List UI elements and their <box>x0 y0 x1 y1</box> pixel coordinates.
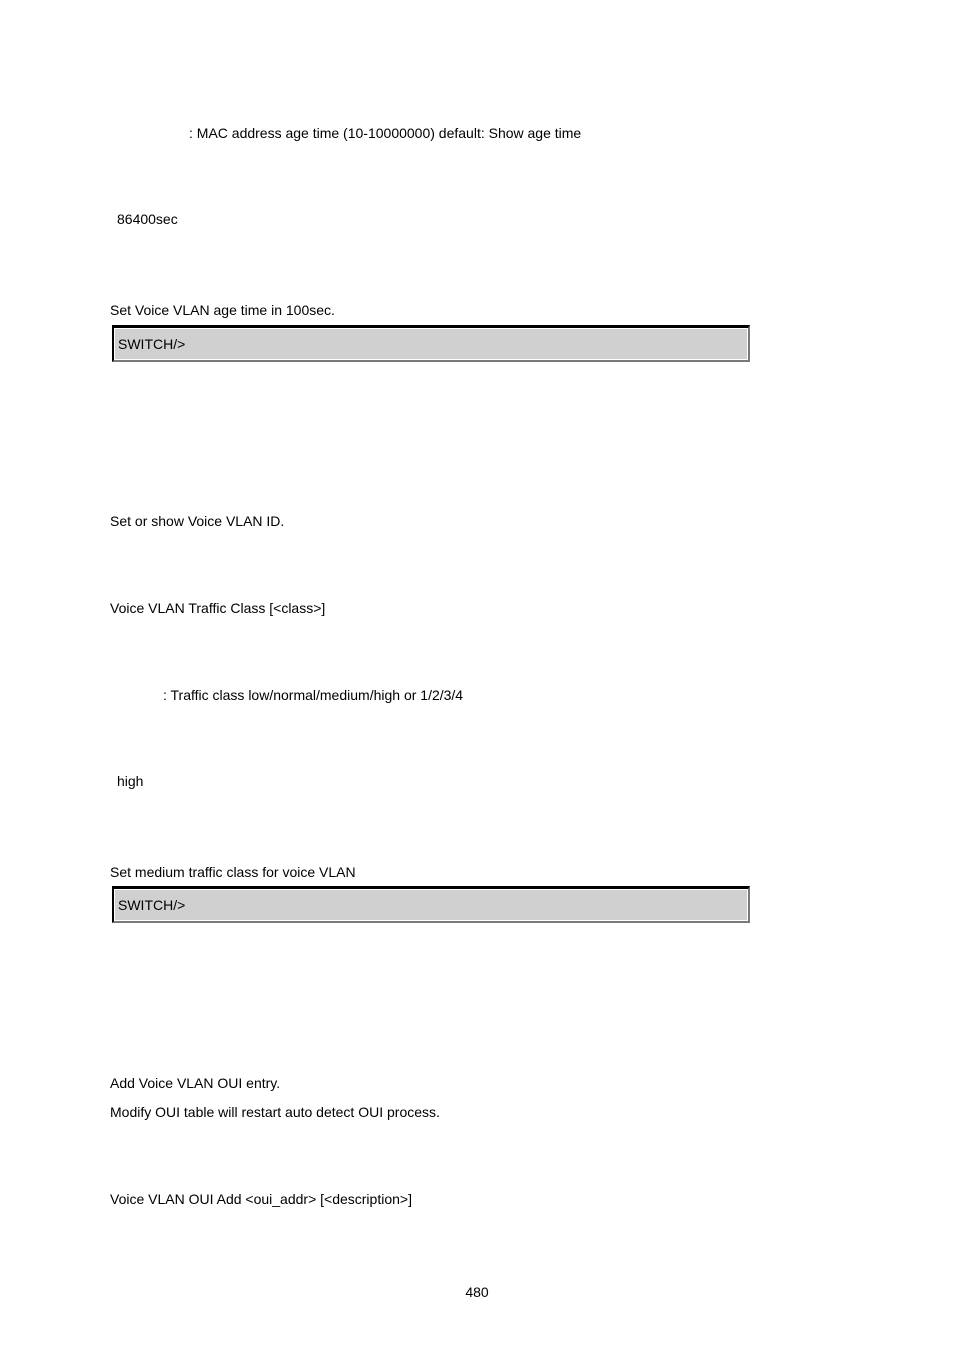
traffic-class-example-command-box <box>112 886 750 923</box>
traffic-class-example-desc: Set medium traffic class for voice VLAN <box>110 864 356 880</box>
age-time-example-prompt: SWITCH/> <box>118 336 186 352</box>
traffic-class-syntax: Voice VLAN Traffic Class [<class>] <box>110 600 326 616</box>
age-time-default-value: 86400sec <box>117 211 178 227</box>
traffic-class-default-value: high <box>117 773 144 789</box>
traffic-class-example-prompt: SWITCH/> <box>118 897 186 913</box>
oui-add-syntax: Voice VLAN OUI Add <oui_addr> [<description>] <box>110 1191 412 1207</box>
age-time-example-command-box <box>112 325 750 362</box>
age-time-parameter-desc: : MAC address age time (10-10000000) default: Show age time <box>189 125 582 141</box>
oui-add-description-2: Modify OUI table will restart auto detect OUI process. <box>110 1104 440 1120</box>
age-time-example-desc: Set Voice VLAN age time in 100sec. <box>110 302 335 318</box>
traffic-class-parameter-desc: : Traffic class low/normal/medium/high or 1/2/3/4 <box>163 687 464 703</box>
oui-add-description-1: Add Voice VLAN OUI entry. <box>110 1075 281 1091</box>
page-number: 480 <box>465 1284 489 1300</box>
traffic-class-description: Set or show Voice VLAN ID. <box>110 513 285 529</box>
